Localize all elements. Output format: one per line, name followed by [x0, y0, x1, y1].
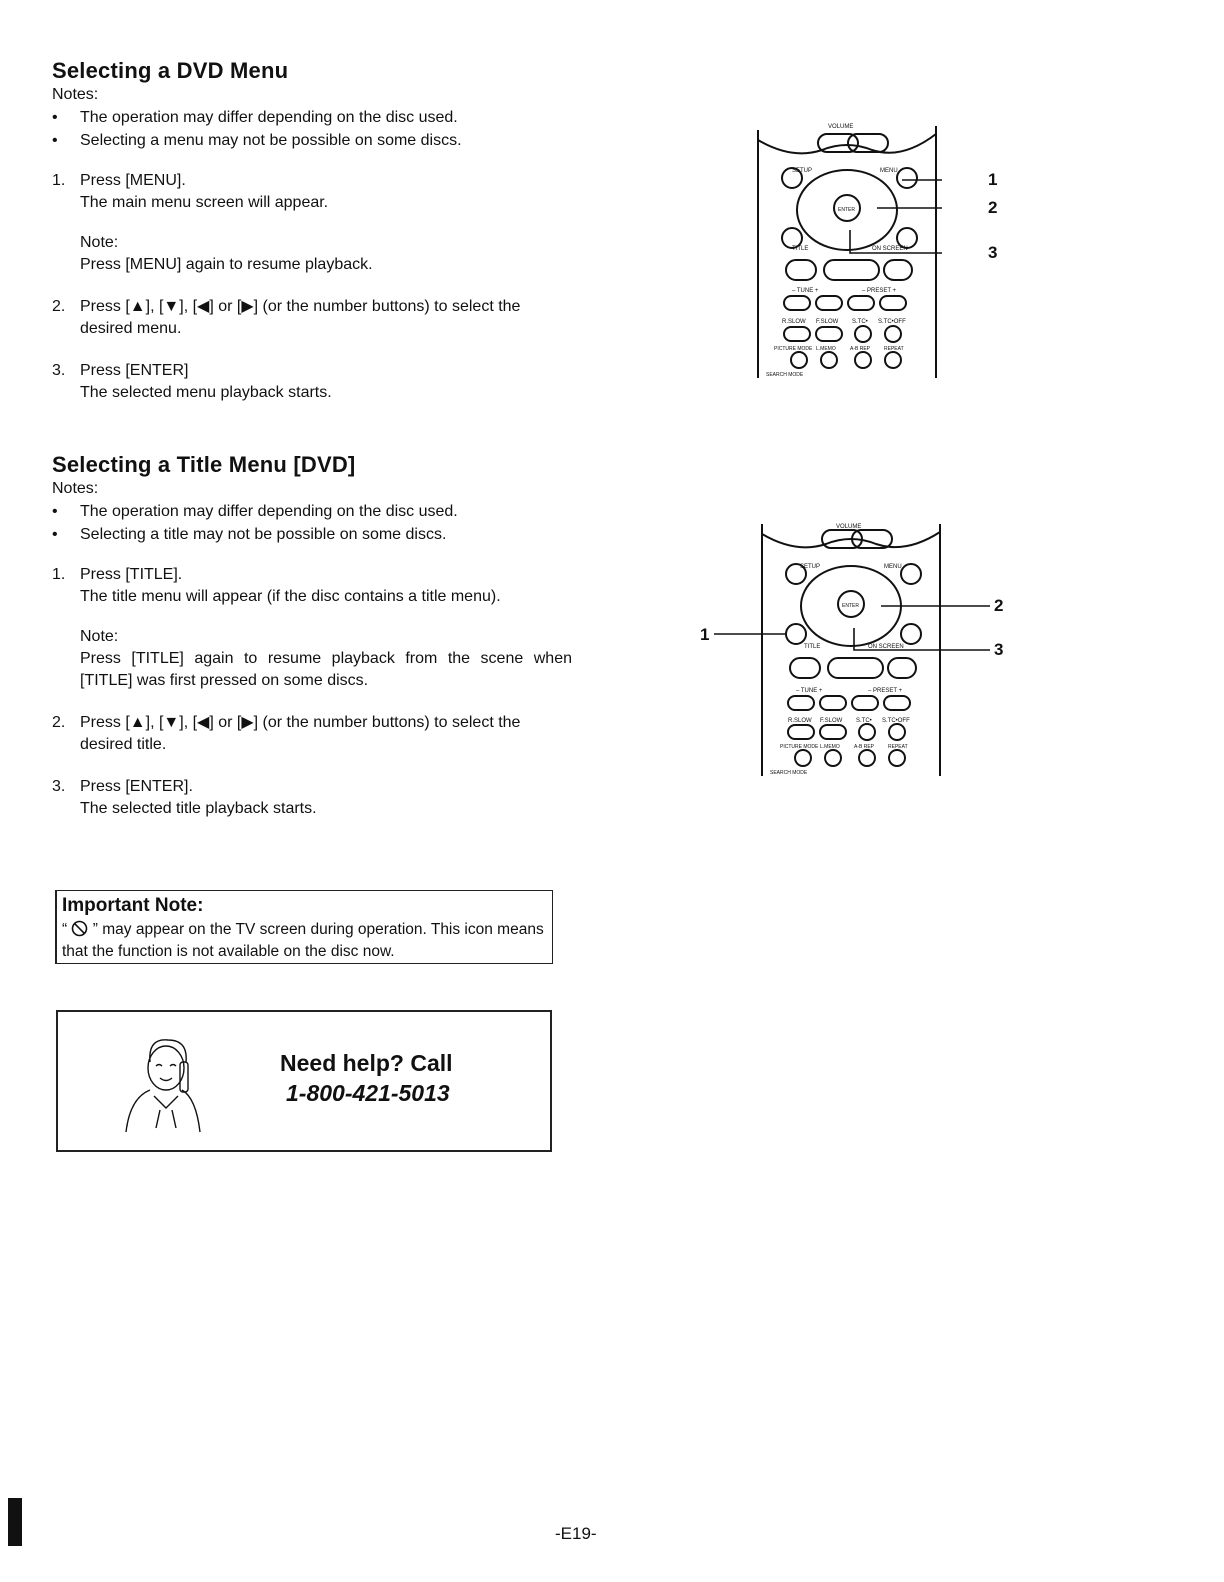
step-3 — [52, 776, 572, 820]
remote-label-enter: ENTER — [838, 207, 855, 213]
callout-1: 1 — [988, 170, 998, 189]
step-number: 2. — [52, 298, 66, 315]
remote-label-fslow: F.SLOW — [816, 319, 839, 325]
remote-label-setup: SETUP — [800, 564, 821, 570]
remote-label-preset: – PRESET + — [868, 688, 903, 694]
remote-label-stc: S.TC• — [856, 718, 872, 724]
step-3 — [52, 360, 572, 404]
remote-label-search-mode: SEARCH MODE — [770, 770, 808, 776]
callout-2: 2 — [988, 198, 998, 217]
remote-label-repeat: REPEAT — [888, 744, 908, 750]
remote-label-stc: S.TC• — [852, 319, 868, 325]
important-note-title: Important Note: — [62, 895, 204, 916]
remote-label-setup: SETUP — [792, 168, 813, 174]
section-dvd-menu — [52, 58, 572, 424]
remote-label-tune: – TUNE + — [796, 688, 823, 694]
step-detail: The main menu screen will appear. — [80, 194, 329, 211]
help-box — [56, 1010, 552, 1152]
remote-label-fslow: F.SLOW — [820, 718, 843, 724]
step-text: Press [ENTER] — [80, 362, 189, 379]
section-title: Selecting a Title Menu [DVD] — [52, 452, 356, 477]
step-text: Press [▲], [▼], [◀] or [▶] (or the number buttons) to select the desired title. — [80, 714, 521, 753]
step-text: Press [▲], [▼], [◀] or [▶] (or the number buttons) to select the desired menu. — [80, 298, 521, 337]
notes-label: Notes: — [52, 480, 99, 497]
remote-label-tune: – TUNE + — [792, 288, 819, 294]
remote-label-search-mode: SEARCH MODE — [766, 372, 804, 378]
step-detail: The title menu will appear (if the disc contains a title menu). — [80, 588, 501, 605]
remote-label-volume: VOLUME — [836, 524, 862, 530]
page-number: -E19- — [555, 1524, 597, 1543]
remote-label-lmemo: L.MEMO — [820, 744, 840, 750]
remote-label-picture-mode: PICTURE MODE — [780, 744, 819, 750]
remote-label-picture-mode: PICTURE MODE — [774, 346, 813, 352]
callout-1: 1 — [700, 625, 710, 644]
notes-label: Notes: — [52, 86, 99, 103]
step-detail: The selected menu playback starts. — [80, 384, 332, 401]
help-phone-number: 1-800-421-5013 — [286, 1080, 450, 1106]
remote-label-title: TITLE — [804, 644, 821, 650]
remote-label-enter: ENTER — [842, 603, 859, 609]
note-item: • The operation may differ depending on the disc used. — [52, 106, 572, 129]
remote-label-ab-rep: A-B REP — [854, 744, 875, 750]
important-note-box — [55, 890, 553, 964]
steps-list — [52, 564, 572, 820]
notes-list — [52, 106, 572, 152]
notes-list — [52, 500, 572, 546]
step-note-label: Note: — [80, 234, 119, 251]
step-number: 1. — [52, 172, 66, 189]
step-text: Press [MENU]. — [80, 172, 186, 189]
page-edge-marker — [8, 1498, 22, 1546]
quote-open: “ — [62, 921, 68, 938]
note-item: • The operation may differ depending on the disc used. — [52, 500, 572, 523]
remote-label-volume: VOLUME — [828, 124, 854, 130]
remote-label-menu: MENU — [880, 168, 898, 174]
remote-illustration-menu — [752, 120, 942, 382]
remote-label-repeat: REPEAT — [884, 346, 904, 352]
note-item: • Selecting a menu may not be possible on some discs. — [52, 129, 572, 152]
step-note: Press [MENU] again to resume playback. — [80, 256, 373, 273]
section-title: Selecting a DVD Menu — [52, 58, 289, 83]
remote-label-rslow: R.SLOW — [782, 319, 806, 325]
step-detail: The selected title playback starts. — [80, 800, 317, 817]
no-entry-icon — [71, 920, 88, 937]
section-title-menu — [52, 452, 572, 840]
remote-label-lmemo: L.MEMO — [816, 346, 836, 352]
remote-label-on-screen: ON SCREEN — [872, 246, 908, 252]
note-item: • Selecting a title may not be possible on some discs. — [52, 523, 572, 546]
step-2 — [52, 296, 572, 340]
step-2 — [52, 712, 572, 756]
step-note: Press [TITLE] again to resume playback from the scene when [TITLE] was first pressed on some discs. — [80, 650, 572, 689]
step-text: Press [ENTER]. — [80, 778, 193, 795]
callout-3: 3 — [994, 640, 1004, 659]
callout-3: 3 — [988, 243, 998, 262]
remote-label-stc-off: S.TC•OFF — [878, 319, 906, 325]
person-on-phone-icon — [120, 1032, 210, 1140]
remote-label-preset: – PRESET + — [862, 288, 897, 294]
step-1 — [52, 564, 572, 692]
remote-illustration-title — [700, 520, 1000, 780]
help-question: Need help? Call — [280, 1050, 453, 1076]
step-number: 2. — [52, 714, 66, 731]
important-note-body: ” may appear on the TV screen during operation. This icon means that the function is not available on the disc now. — [62, 921, 544, 960]
remote-label-on-screen: ON SCREEN — [868, 644, 904, 650]
step-note-label: Note: — [80, 628, 119, 645]
step-text: Press [TITLE]. — [80, 566, 183, 583]
steps-list — [52, 170, 572, 404]
step-number: 1. — [52, 566, 66, 583]
step-1 — [52, 170, 572, 276]
remote-label-menu: MENU — [884, 564, 902, 570]
remote-label-title: TITLE — [792, 246, 809, 252]
important-note-text — [62, 919, 546, 963]
remote-label-rslow: R.SLOW — [788, 718, 812, 724]
callout-2: 2 — [994, 596, 1004, 615]
step-number: 3. — [52, 778, 66, 795]
step-number: 3. — [52, 362, 66, 379]
remote-label-ab-rep: A-B REP — [850, 346, 871, 352]
remote-label-stc-off: S.TC•OFF — [882, 718, 910, 724]
